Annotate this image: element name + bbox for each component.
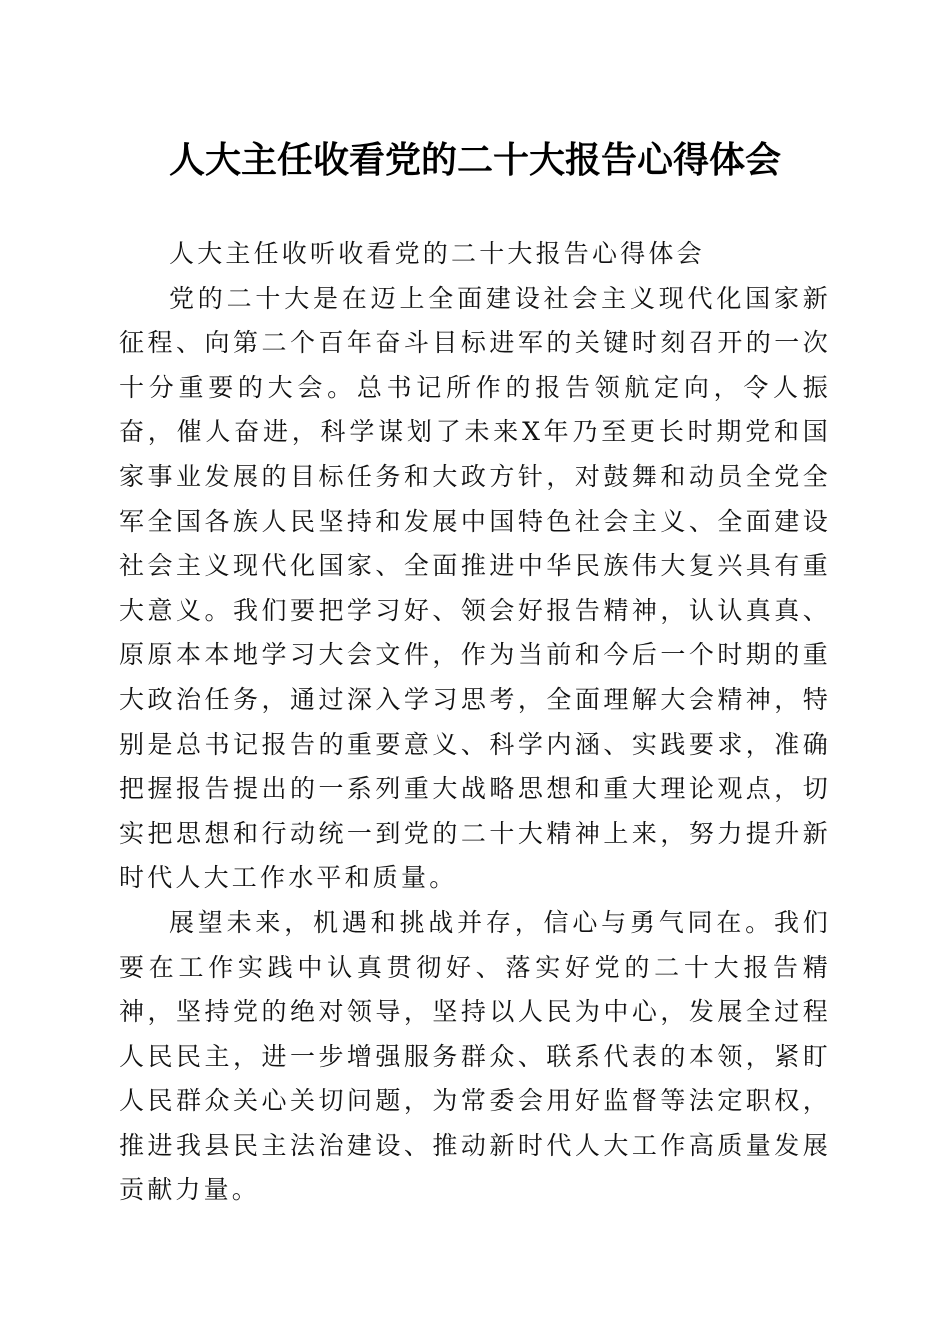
body-paragraph-2: 展望未来，机遇和挑战并存，信心与勇气同在。我们要在工作实践中认真贯彻好、落实好党的二十大报告精神，坚持党的绝对领导，坚持以人民为中心，发展全过程人民民主，进一步增强服务群众、联系代表的本领，紧盯人民群众关心关切问题，为常委会用好监督等法定职权，推进我县民主法治建设、推动新时代人大工作高质量发展贡献力量。	[119, 907, 831, 1205]
document-body	[119, 232, 831, 1213]
subtitle-paragraph: 人大主任收听收看党的二十大报告心得体会	[169, 239, 705, 268]
document-title: 人大主任收看党的二十大报告心得体会	[168, 139, 781, 181]
body-paragraph-1: 党的二十大是在迈上全面建设社会主义现代化国家新征程、向第二个百年奋斗目标进军的关键时刻召开的一次十分重要的大会。总书记所作的报告领航定向，令人振奋，催人奋进，科学谋划了未来X年乃至更长时期党和国家事业发展的目标任务和大政方针，对鼓舞和动员全党全军全国各族人民坚持和发展中国特色社会主义、全面建设社会主义现代化国家、全面推进中华民族伟大复兴具有重大意义。我们要把学习好、领会好报告精神，认认真真、原原本本地学习大会文件，作为当前和今后一个时期的重大政治任务，通过深入学习思考，全面理解大会精神，特别是总书记报告的重要意义、科学内涵、实践要求，准确把握报告提出的一系列重大战略思想和重大理论观点，切实把思想和行动统一到党的二十大精神上来，努力提升新时代人大工作水平和质量。	[119, 283, 831, 893]
